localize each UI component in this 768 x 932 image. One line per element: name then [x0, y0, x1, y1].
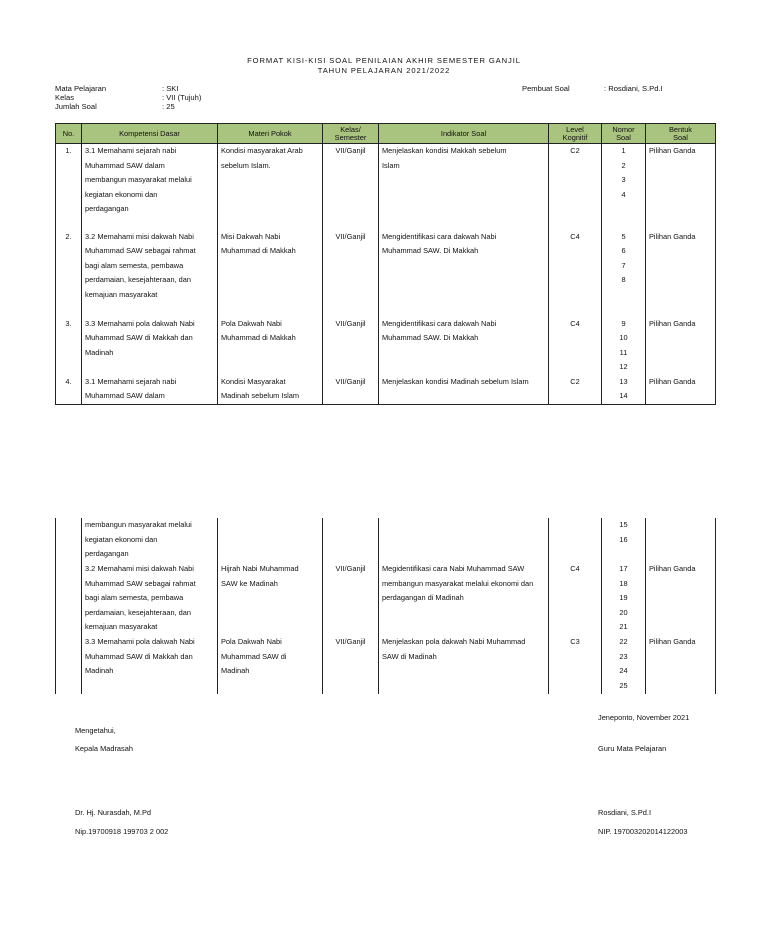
- cell-materi-line: Pola Dakwah Nabi: [221, 318, 282, 328]
- cell-nomor-line: 14: [619, 391, 628, 400]
- cell-kd-line: Muhammad SAW dalam: [85, 391, 165, 400]
- header-nomor: Nomor Soal: [602, 124, 646, 144]
- cell-level: C4: [549, 562, 602, 635]
- cell-kd-line: 3.1 Memahami sejarah nabi: [85, 376, 177, 386]
- cell-nomor: [602, 635, 646, 694]
- cell-materi-line: SAW ke Madinah: [221, 578, 278, 588]
- jumlah-value: : 25: [162, 102, 175, 111]
- cell-nomor-line: 1: [621, 146, 626, 155]
- cell-nomor-line: 21: [619, 622, 628, 631]
- cell-indikator-line: SAW di Madinah: [382, 651, 437, 661]
- cell-kd: [82, 635, 218, 694]
- kelas-label: Kelas: [55, 93, 74, 102]
- table-header-row: [56, 124, 716, 144]
- cell-kd-line: 3.3 Memahami pola dakwah Nabi: [85, 318, 195, 328]
- cell-materi: [218, 518, 323, 562]
- cell-kd-line: membangun masyarakat melalui: [85, 520, 192, 529]
- cell-materi-line: Muhammad SAW di: [221, 651, 287, 661]
- cell-nomor-line: 6: [621, 246, 626, 255]
- cell-bentuk: Pilihan Ganda: [646, 562, 716, 635]
- cell-kd-line: 3.2 Memahami misi dakwah Nabi: [85, 231, 194, 241]
- cell-no: 3.: [56, 317, 82, 375]
- cell-indikator-line: Menjelaskan kondisi Makkah sebelum: [382, 146, 507, 155]
- mapel-value: : SKI: [162, 84, 179, 93]
- cell-no: 4.: [56, 375, 82, 405]
- cell-no: [56, 635, 82, 694]
- cell-nomor-line: 5: [621, 231, 626, 241]
- left-signer-name: Dr. Hj. Nurasdah, M.Pd: [75, 808, 151, 817]
- cell-kd-line: Muhammad SAW sebagai rahmat: [85, 246, 196, 255]
- cell-kd: [82, 562, 218, 635]
- cell-materi-line: Kondisi masyarakat Arab: [221, 146, 303, 155]
- cell-indikator-line: Islam: [382, 160, 400, 170]
- cell-nomor-line: 18: [619, 578, 628, 588]
- cell-kelas: VII/Ganjil: [323, 317, 379, 375]
- cell-nomor-line: 3: [621, 175, 626, 184]
- place-date: Jeneponto, November 2021: [598, 713, 690, 722]
- cell-bentuk: Pilihan Ganda: [646, 144, 716, 230]
- kisi-table-page2: [55, 518, 716, 694]
- cell-kd-line: Madinah: [85, 347, 114, 357]
- cell-kd-line: kemajuan masyarakat: [85, 289, 158, 299]
- cell-indikator-line: Mengidentifikasi cara dakwah Nabi: [382, 231, 497, 241]
- cell-no: 2.: [56, 230, 82, 317]
- cell-indikator-line: Muhammad SAW. Di Makkah: [382, 333, 479, 342]
- cell-no: [56, 562, 82, 635]
- cell-materi-line: sebelum Islam.: [221, 160, 271, 170]
- cell-materi-line: Madinah: [221, 666, 250, 675]
- left-label-kepala: Kepala Madrasah: [75, 744, 133, 753]
- cell-kd-line: membangun masyarakat melalui: [85, 175, 192, 184]
- cell-kd: [82, 230, 218, 317]
- cell-indikator: [379, 375, 549, 405]
- cell-kd-line: perdagangan: [85, 549, 129, 558]
- cell-kd-line: bagi alam semesta, pembawa: [85, 260, 184, 270]
- cell-level: C4: [549, 230, 602, 317]
- cell-kd-line: bagi alam semesta, pembawa: [85, 593, 184, 602]
- header-level: Level Kognitif: [549, 124, 602, 144]
- cell-materi: [218, 230, 323, 317]
- cell-indikator: [379, 562, 549, 635]
- cell-nomor-line: 9: [621, 318, 626, 328]
- cell-kd-line: kegiatan ekonomi dan: [85, 189, 158, 199]
- cell-kd-line: 3.2 Memahami misi dakwah Nabi: [85, 564, 194, 573]
- cell-nomor: [602, 144, 646, 230]
- cell-nomor-line: 4: [621, 189, 626, 199]
- cell-kd-line: kegiatan ekonomi dan: [85, 534, 158, 544]
- mapel-label: Mata Pelajaran: [55, 84, 107, 93]
- cell-materi-line: Misi Dakwah Nabi: [221, 231, 281, 241]
- cell-materi-line: Madinah sebelum Islam: [221, 391, 300, 400]
- cell-bentuk: Pilihan Ganda: [646, 635, 716, 694]
- right-signer-name: Rosdiani, S.Pd.I: [598, 808, 651, 817]
- cell-materi-line: Hijrah Nabi Muhammad: [221, 564, 299, 573]
- cell-materi: [218, 375, 323, 405]
- cell-nomor-line: 11: [619, 347, 628, 357]
- cell-nomor-line: 24: [619, 666, 628, 675]
- cell-nomor-line: 22: [619, 637, 628, 646]
- cell-kelas: VII/Ganjil: [323, 144, 379, 230]
- cell-indikator: [379, 317, 549, 375]
- cell-kd-line: Muhammad SAW dalam: [85, 160, 165, 170]
- kisi-table-page1: [55, 123, 716, 405]
- cell-indikator-line: Megidentifikasi cara Nabi Muhammad SAW: [382, 564, 525, 573]
- cell-indikator-line: Menjelaskan kondisi Madinah sebelum Islam: [382, 376, 529, 386]
- cell-kelas: VII/Ganjil: [323, 230, 379, 317]
- cell-nomor: [602, 230, 646, 317]
- right-label-guru: Guru Mata Pelajaran: [598, 744, 667, 753]
- cell-kd-line: Muhammad SAW di Makkah dan: [85, 651, 193, 661]
- header-materi: Materi Pokok: [218, 124, 323, 144]
- meta-block: [55, 84, 315, 114]
- cell-kd: [82, 144, 218, 230]
- cell-no: 1.: [56, 144, 82, 230]
- cell-materi-line: Muhammad di Makkah: [221, 246, 296, 255]
- right-signer-nip: NIP. 197003202014122003: [598, 827, 688, 836]
- table-row: [56, 518, 716, 562]
- cell-materi-line: Kondisi Masyarakat: [221, 376, 286, 386]
- cell-kd-line: 3.3 Memahami pola dakwah Nabi: [85, 637, 195, 646]
- cell-nomor-line: 19: [619, 593, 628, 602]
- cell-level: [549, 518, 602, 562]
- cell-kd-line: Muhammad SAW di Makkah dan: [85, 333, 193, 342]
- cell-kd-line: Muhammad SAW sebagai rahmat: [85, 578, 196, 588]
- cell-indikator-line: Menjelaskan pola dakwah Nabi Muhammad: [382, 637, 526, 646]
- cell-indikator-line: membangun masyarakat melalui ekonomi dan: [382, 578, 534, 588]
- cell-nomor: [602, 562, 646, 635]
- header-bentuk: Bentuk Soal: [646, 124, 716, 144]
- table-row: [56, 635, 716, 694]
- cell-nomor-line: 16: [619, 534, 628, 544]
- cell-kd-line: perdamaian, kesejahteraan, dan: [85, 275, 192, 284]
- cell-indikator: [379, 518, 549, 562]
- cell-materi: [218, 635, 323, 694]
- cell-kd-line: kemajuan masyarakat: [85, 622, 158, 631]
- cell-nomor: [602, 317, 646, 375]
- table-row: [56, 562, 716, 635]
- table-row: [56, 317, 716, 375]
- table-row: [56, 375, 716, 405]
- cell-materi: [218, 562, 323, 635]
- cell-nomor-line: 8: [621, 275, 626, 284]
- cell-nomor: [602, 375, 646, 405]
- cell-nomor-line: 23: [619, 651, 628, 661]
- cell-nomor: [602, 518, 646, 562]
- document-subtitle: TAHUN PELAJARAN 2021/2022: [317, 66, 451, 75]
- cell-materi: [218, 144, 323, 230]
- cell-nomor-line: 25: [619, 680, 628, 690]
- cell-indikator: [379, 144, 549, 230]
- cell-indikator-line: Muhammad SAW. Di Makkah: [382, 246, 479, 255]
- cell-nomor-line: 2: [621, 160, 626, 170]
- cell-kelas: [323, 518, 379, 562]
- cell-indikator: [379, 230, 549, 317]
- cell-kd-line: perdamaian, kesejahteraan, dan: [85, 607, 192, 617]
- cell-kd-line: 3.1 Memahami sejarah nabi: [85, 146, 177, 155]
- header-kelas: Kelas/ Semester: [323, 124, 379, 144]
- cell-bentuk: [646, 518, 716, 562]
- document-title: FORMAT KISI-KISI SOAL PENILAIAN AKHIR SEMESTER GANJIL: [247, 56, 521, 65]
- cell-kd-line: Madinah: [85, 666, 114, 675]
- jumlah-label: Jumlah Soal: [55, 102, 97, 111]
- left-label-mengetahui: Mengetahui,: [75, 726, 116, 735]
- cell-materi: [218, 317, 323, 375]
- cell-no: [56, 518, 82, 562]
- left-signer-nip: Nip.19700918 199703 2 002: [75, 827, 169, 836]
- kelas-value: : VII (Tujuh): [162, 93, 202, 102]
- cell-kelas: VII/Ganjil: [323, 562, 379, 635]
- cell-nomor-line: 12: [619, 362, 628, 371]
- cell-bentuk: Pilihan Ganda: [646, 230, 716, 317]
- header-indikator: Indikator Soal: [379, 124, 549, 144]
- cell-bentuk: Pilihan Ganda: [646, 317, 716, 375]
- table-body-page2: [56, 518, 716, 694]
- pembuat-value: : Rosdiani, S.Pd.I: [604, 84, 663, 93]
- cell-nomor-line: 15: [619, 520, 628, 529]
- table-row: [56, 230, 716, 317]
- cell-kelas: VII/Ganjil: [323, 375, 379, 405]
- table-row: [56, 144, 716, 230]
- cell-bentuk: Pilihan Ganda: [646, 375, 716, 405]
- cell-level: C2: [549, 144, 602, 230]
- cell-level: C3: [549, 635, 602, 694]
- cell-nomor-line: 13: [619, 376, 628, 386]
- cell-kd-line: perdagangan: [85, 204, 129, 213]
- cell-indikator-line: Mengidentifikasi cara dakwah Nabi: [382, 318, 497, 328]
- cell-nomor-line: 10: [619, 333, 628, 342]
- cell-kelas: VII/Ganjil: [323, 635, 379, 694]
- header-no: No.: [56, 124, 82, 144]
- cell-nomor-line: 17: [619, 564, 628, 573]
- cell-kd: [82, 375, 218, 405]
- cell-kd: [82, 518, 218, 562]
- cell-level: C2: [549, 375, 602, 405]
- header-kd: Kompetensi Dasar: [82, 124, 218, 144]
- cell-kd: [82, 317, 218, 375]
- cell-materi-line: Pola Dakwah Nabi: [221, 637, 282, 646]
- cell-nomor-line: 20: [619, 607, 628, 617]
- cell-materi-line: Muhammad di Makkah: [221, 333, 296, 342]
- cell-indikator-line: perdagangan di Madinah: [382, 593, 464, 602]
- cell-nomor-line: 7: [621, 260, 626, 270]
- table-body-page1: [56, 144, 716, 405]
- cell-level: C4: [549, 317, 602, 375]
- cell-indikator: [379, 635, 549, 694]
- pembuat-label: Pembuat Soal: [522, 84, 570, 93]
